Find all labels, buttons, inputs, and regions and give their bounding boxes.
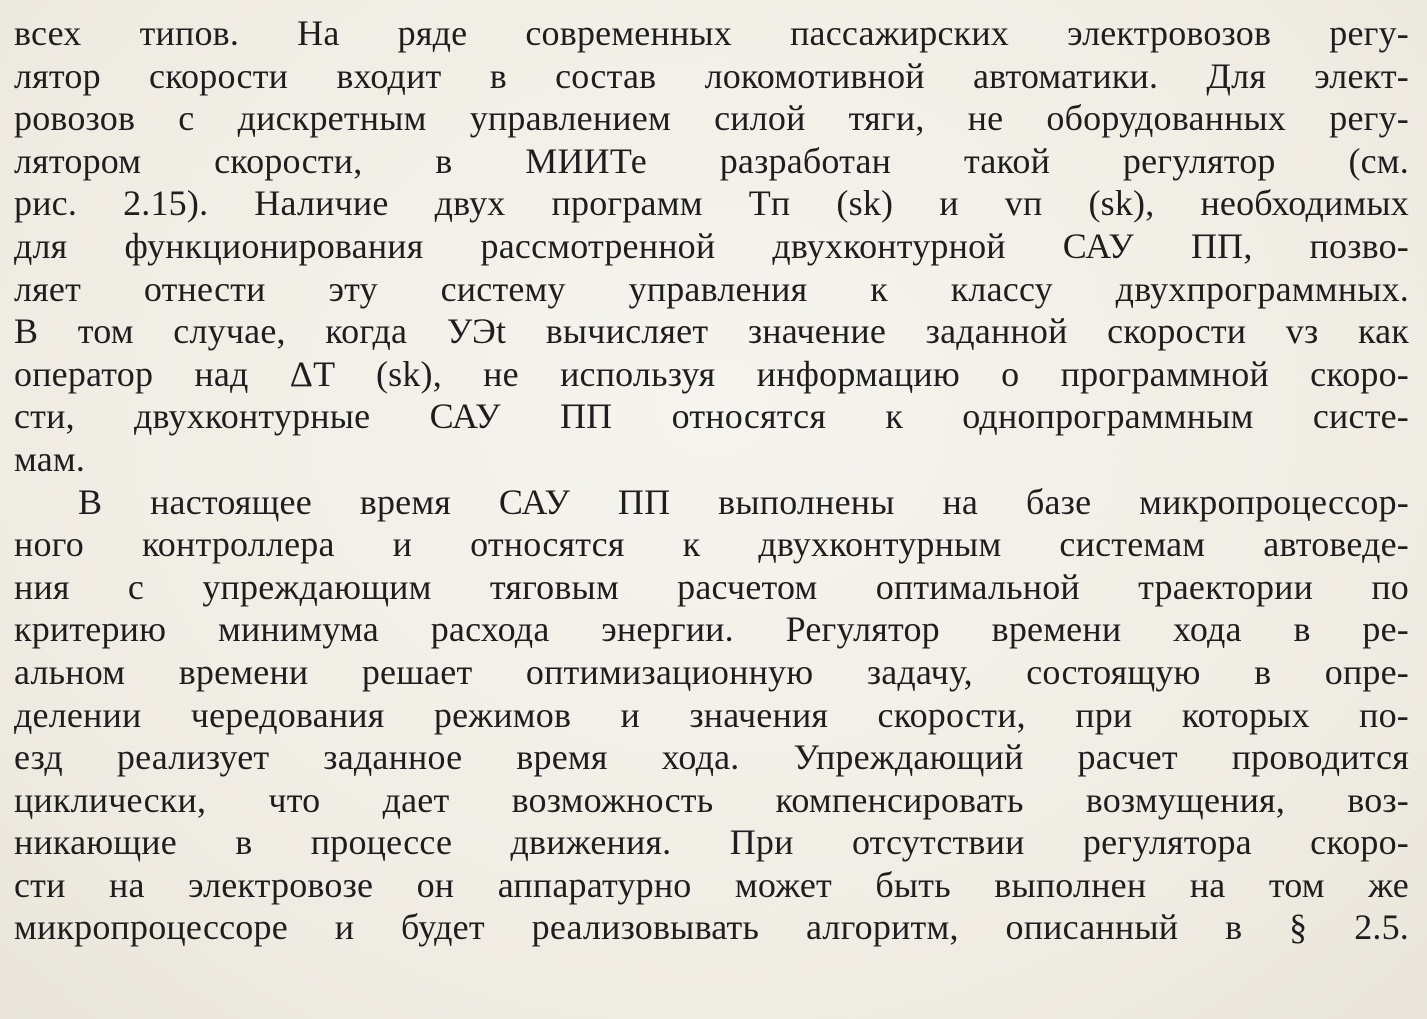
text-line: циклически, что дает возможность компенсировать возмущения, воз- [14, 779, 1409, 820]
text-line: лятор скорости входит в состав локомотивной автоматики. Для элект- [14, 55, 1409, 96]
text-line: мам. [14, 438, 86, 479]
text-line: никающие в процессе движения. При отсутствии регулятора скоро- [14, 822, 1409, 863]
text-line: сти на электровозе он аппаратурно может быть выполнен на том же [14, 864, 1409, 905]
paragraph-1 [14, 12, 1409, 481]
text-line: ного контроллера и относятся к двухконтурным системам автоведе- [14, 524, 1409, 565]
text-line: рис. 2.15). Наличие двух программ Tп (sk) и vп (sk), необходимых [14, 183, 1409, 224]
text-line: ляет отнести эту систему управления к классу двухпрограммных. [14, 268, 1409, 309]
text-line: критерию минимума расхода энергии. Регулятор времени хода в ре- [14, 609, 1409, 650]
text-line: делении чередования режимов и значения скорости, при которых по- [14, 694, 1409, 735]
text-line: сти, двухконтурные САУ ПП относятся к однопрограммным систе- [14, 396, 1409, 437]
text-line: для функционирования рассмотренной двухконтурной САУ ПП, позво- [14, 225, 1409, 266]
text-line: В том случае, когда УЭt вычисляет значение заданной скорости vз как [14, 311, 1409, 352]
text-line: микропроцессоре и будет реализовывать алгоритм, описанный в § 2.5. [14, 907, 1409, 948]
text-line: ния с упреждающим тяговым расчетом оптимальной траектории по [14, 566, 1409, 607]
paragraph-2 [14, 481, 1409, 950]
text-line: оператор над ΔT (sk), не используя информацию о программной скоро- [14, 353, 1409, 394]
text-line: В настоящее время САУ ПП выполнены на базе микропроцессор- [78, 481, 1409, 522]
text-line: ровозов с дискретным управлением силой тяги, не оборудованных регу- [14, 98, 1409, 139]
text-line: езд реализует заданное время хода. Упреждающий расчет проводится [14, 737, 1409, 778]
text-line: альном времени решает оптимизационную задачу, состоящую в опре- [14, 651, 1409, 692]
text-line: всех типов. На ряде современных пассажирских электровозов регу- [14, 13, 1409, 53]
text-line: лятором скорости, в МИИТе разработан такой регулятор (см. [14, 140, 1409, 181]
